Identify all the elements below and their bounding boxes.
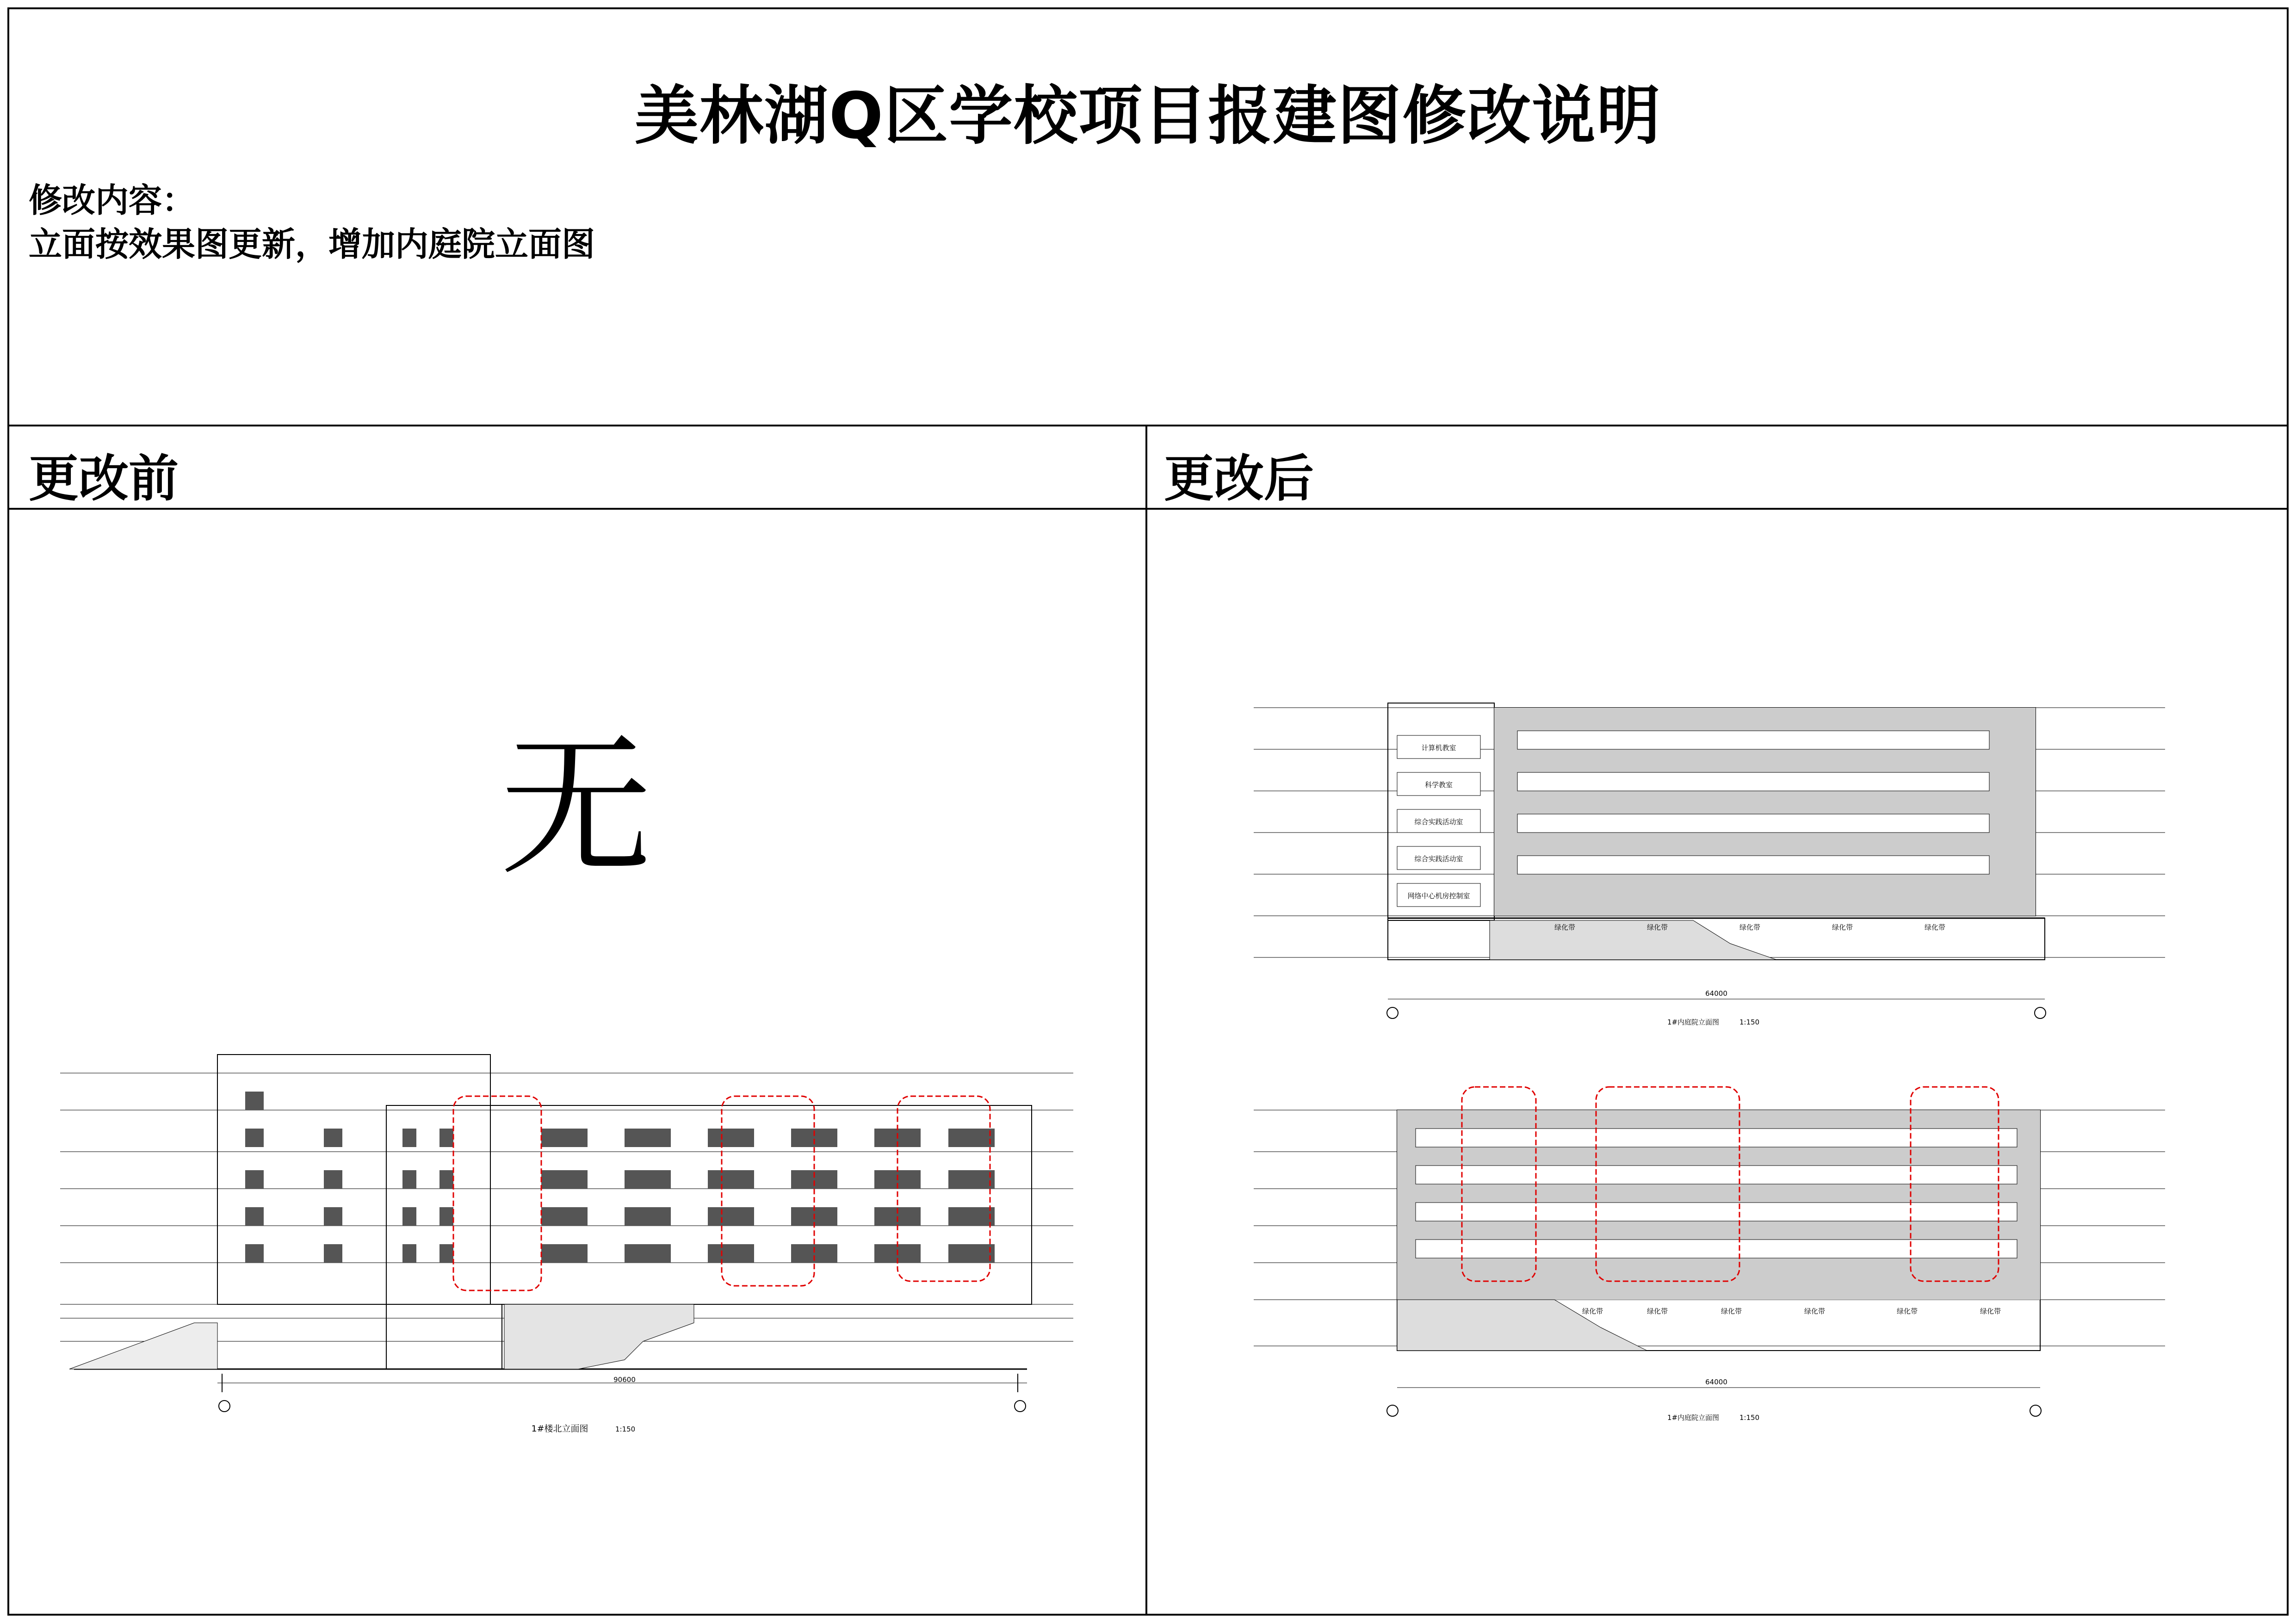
notes-heading: 修改内容： <box>29 181 196 220</box>
bottom-room-5: 绿化带 <box>1925 923 1946 932</box>
bottom-room-6: 绿化带 <box>1980 1307 2001 1315</box>
room-label-4: 综合实践活动室 <box>1414 855 1463 863</box>
before-total-dim: 90600 <box>613 1376 636 1384</box>
label-divider <box>7 508 2289 510</box>
bottom-room-3: 绿化带 <box>1739 923 1761 932</box>
before-caption: 1#楼北立面图 <box>531 1424 588 1434</box>
bottom-room-5: 绿化带 <box>1897 1307 1918 1315</box>
after1-caption: 1#内庭院立面图 <box>1667 1018 1720 1026</box>
window-bands <box>245 1092 995 1263</box>
bottom-room-2: 绿化带 <box>1647 1307 1668 1315</box>
room-label-2: 科学教室 <box>1424 781 1453 789</box>
after-elevation-drawing-1 <box>1231 638 2193 1041</box>
bottom-room-4: 绿化带 <box>1832 923 1853 932</box>
bottom-room-2: 绿化带 <box>1647 923 1668 932</box>
bottom-room-1: 绿化带 <box>1554 923 1576 932</box>
after-elevation-drawing-2 <box>1231 1068 2193 1429</box>
page-title: 美林湖Q区学校项目报建图修改说明 <box>634 79 1662 153</box>
before-scale: 1:150 <box>615 1425 636 1433</box>
empty-mark: 无 <box>500 718 652 896</box>
notes-content: 立面按效果图更新，增加内庭院立面图 <box>29 225 595 264</box>
before-elevation-drawing <box>42 1036 1124 1462</box>
slope-hatch <box>69 1323 217 1369</box>
after2-total-dim: 64000 <box>1705 1378 1727 1386</box>
stair-hatch <box>504 1304 694 1369</box>
header-divider <box>7 425 2289 426</box>
room-label-1: 计算机教室 <box>1421 744 1456 752</box>
panel-divider <box>1145 425 1147 1616</box>
ground-hatch <box>1490 920 1776 960</box>
after2-caption: 1#内庭院立面图 <box>1667 1413 1720 1422</box>
plinth <box>386 1304 502 1369</box>
room-label-3: 综合实践活动室 <box>1414 818 1463 826</box>
after-label: 更改后 <box>1164 450 1314 508</box>
after2-scale: 1:150 <box>1739 1413 1760 1422</box>
room-label-5: 网络中心机房控制室 <box>1407 892 1470 900</box>
bottom-room-4: 绿化带 <box>1804 1307 1826 1315</box>
before-label: 更改前 <box>29 450 179 508</box>
after1-scale: 1:150 <box>1739 1018 1760 1026</box>
bottom-room-1: 绿化带 <box>1582 1307 1603 1315</box>
bottom-room-3: 绿化带 <box>1721 1307 1742 1315</box>
after1-total-dim: 64000 <box>1705 989 1727 998</box>
